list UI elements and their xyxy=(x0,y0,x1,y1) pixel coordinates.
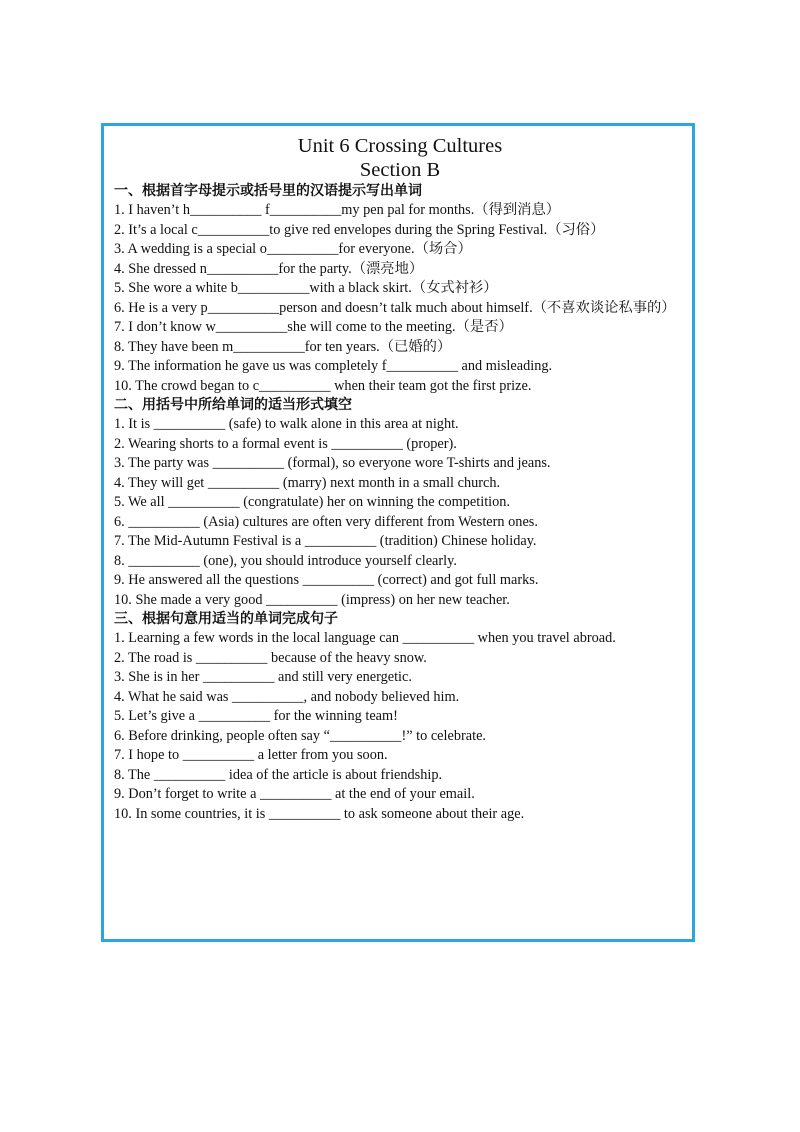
exercise-item: 2. It’s a local c__________to give red envelopes during the Spring Festival.（习俗） xyxy=(114,221,605,238)
exercise-item: 5. She wore a white b__________with a black skirt.（女式衬衫） xyxy=(114,280,498,296)
worksheet-title: Unit 6 Crossing Cultures xyxy=(297,135,503,157)
exercise-item: 6. Before drinking, people often say “__________!” to celebrate. xyxy=(114,727,486,744)
exercise-item: 9. Don’t forget to write a __________ at the end of your email. xyxy=(114,786,475,802)
exercise-item: 3. The party was __________ (formal), so everyone wore T-shirts and jeans. xyxy=(114,455,551,471)
section-1-heading: 一、根据首字母提示或括号里的汉语提示写出单词 xyxy=(114,183,422,199)
worksheet-content xyxy=(114,134,686,824)
exercise-item: 3. She is in her __________ and still very energetic. xyxy=(114,669,412,685)
exercise-item: 2. Wearing shorts to a formal event is __________ (proper). xyxy=(114,435,457,452)
exercise-item: 10. The crowd began to c__________ when their team got the first prize. xyxy=(114,377,532,394)
exercise-item: 5. Let’s give a __________ for the winning team! xyxy=(114,708,398,724)
exercise-item: 4. They will get __________ (marry) next month in a small church. xyxy=(114,474,501,491)
exercise-item: 1. It is __________ (safe) to walk alone in this area at night. xyxy=(114,416,459,432)
worksheet-frame xyxy=(101,123,695,942)
exercise-item: 7. I don’t know w__________she will come to the meeting.（是否） xyxy=(114,319,513,335)
exercise-item: 10. In some countries, it is __________ to ask someone about their age. xyxy=(114,805,525,822)
exercise-item: 2. The road is __________ because of the heavy snow. xyxy=(114,649,427,666)
exercise-item: 5. We all __________ (congratulate) her on winning the competition. xyxy=(114,494,511,510)
worksheet-subtitle: Section B xyxy=(359,159,441,181)
exercise-item: 7. The Mid-Autumn Festival is a __________ (tradition) Chinese holiday. xyxy=(114,533,537,549)
exercise-item: 6. He is a very p__________person and doesn’t talk much about himself.（不喜欢谈论私事的） xyxy=(114,299,676,316)
exercise-item: 3. A wedding is a special o__________for everyone.（场合） xyxy=(114,241,472,257)
exercise-item: 4. She dressed n__________for the party.（漂亮地） xyxy=(114,260,424,277)
exercise-item: 1. I haven’t h__________ f__________my pen pal for months.（得到消息） xyxy=(114,202,561,218)
exercise-item: 1. Learning a few words in the local language can __________ when you travel abroad. xyxy=(114,630,616,646)
exercise-item: 4. What he said was __________, and nobody believed him. xyxy=(114,688,460,705)
exercise-item: 7. I hope to __________ a letter from you soon. xyxy=(114,747,388,763)
section-2-heading: 二、用括号中所给单词的适当形式填空 xyxy=(114,397,352,413)
exercise-item: 9. He answered all the questions __________ (correct) and got full marks. xyxy=(114,572,539,588)
section-3-heading: 三、根据句意用适当的单词完成句子 xyxy=(114,611,338,627)
exercise-item: 9. The information he gave us was completely f__________ and misleading. xyxy=(114,358,553,374)
exercise-item: 10. She made a very good __________ (impress) on her new teacher. xyxy=(114,591,510,608)
exercise-item: 8. The __________ idea of the article is about friendship. xyxy=(114,766,443,783)
exercise-item: 6. __________ (Asia) cultures are often very different from Western ones. xyxy=(114,513,538,530)
exercise-item: 8. They have been m__________for ten years.（已婚的） xyxy=(114,338,452,355)
exercise-item: 8. __________ (one), you should introduce yourself clearly. xyxy=(114,552,457,569)
